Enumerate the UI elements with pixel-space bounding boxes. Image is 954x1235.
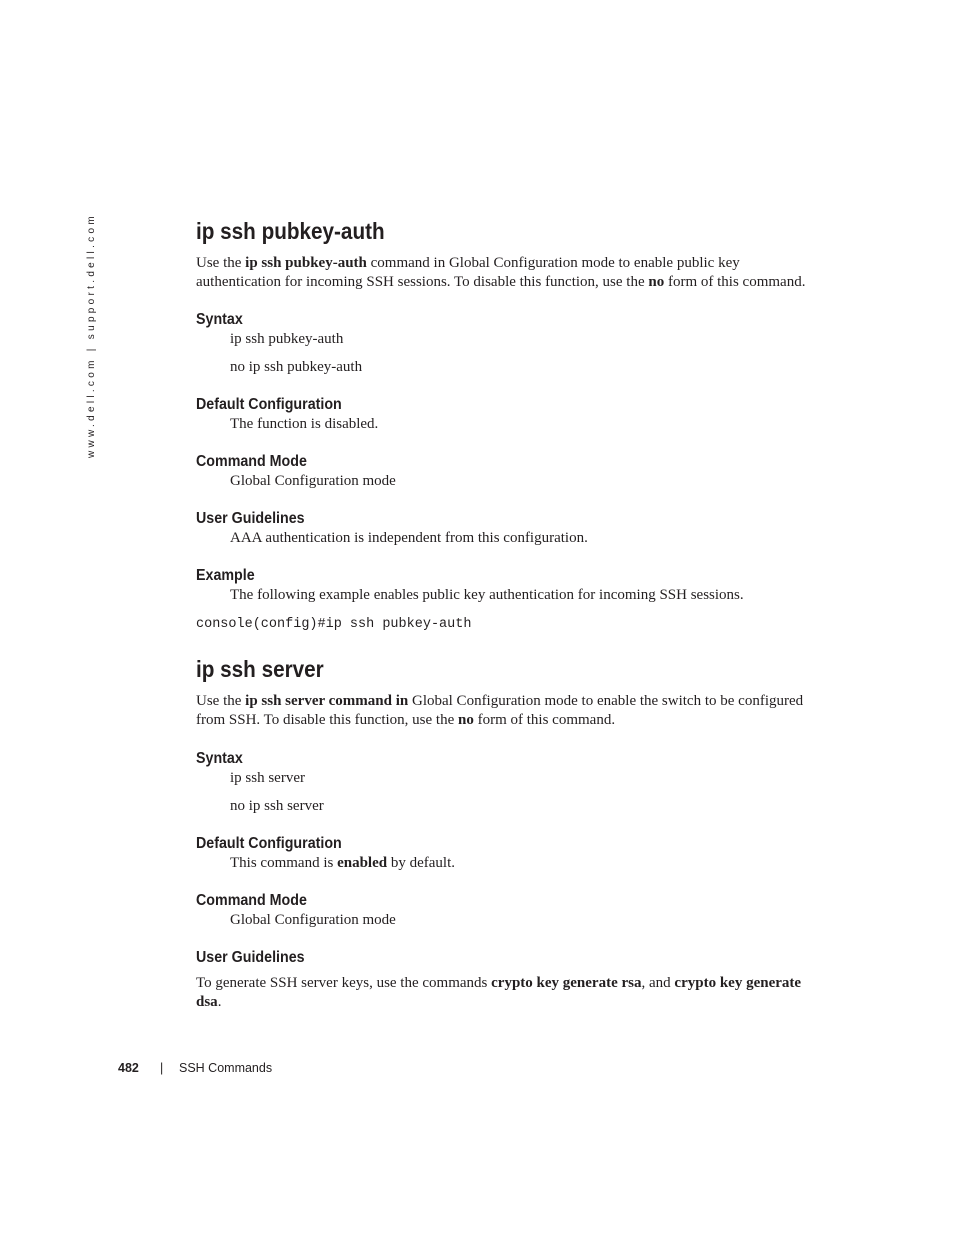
section-title-ssh-server: ip ssh server (196, 656, 324, 683)
example-block (196, 566, 811, 634)
user-guidelines-heading: User Guidelines (196, 948, 305, 966)
command-mode-heading: Command Mode (196, 453, 307, 471)
example-text: The following example enables public key authentication for incoming SSH sessions. (230, 587, 744, 604)
default-config-block (196, 834, 811, 873)
section-intro-pubkey-auth: Use the ip ssh pubkey-auth command in Global Configuration mode to enable public key authentication for incoming SSH sessions. To disable this function, use the no form of this command. (196, 255, 806, 290)
side-url-text: www.dell.com | support.dell.com (86, 213, 97, 458)
user-guidelines-text: To generate SSH server keys, use the commands crypto key generate rsa, and crypto key generate dsa. (196, 974, 802, 1010)
syntax-line: ip ssh pubkey-auth (230, 331, 344, 348)
default-config-block (196, 395, 811, 434)
command-mode-block (196, 891, 811, 930)
example-code: console(config)#ip ssh pubkey-auth (196, 617, 472, 633)
section-intro-ssh-server: Use the ip ssh server command in Global Configuration mode to enable the switch to be configured from SSH. To disable this function, use the no form of this command. (196, 693, 804, 729)
footer-separator: | (160, 1061, 164, 1075)
chapter-title: SSH Commands (179, 1061, 273, 1075)
command-mode-heading: Command Mode (196, 891, 307, 909)
command-mode-text: Global Configuration mode (230, 911, 396, 928)
page-content (196, 214, 811, 1011)
syntax-heading: Syntax (196, 311, 243, 329)
command-mode-block (196, 452, 811, 491)
syntax-heading: Syntax (196, 749, 243, 767)
user-guidelines-block (196, 509, 811, 548)
default-config-text: The function is disabled. (230, 416, 379, 433)
syntax-line: no ip ssh server (230, 797, 324, 814)
syntax-block (196, 749, 811, 816)
syntax-line: ip ssh server (230, 769, 305, 786)
user-guidelines-text: AAA authentication is independent from this configuration. (230, 530, 588, 547)
page-footer (118, 1061, 272, 1075)
syntax-line: no ip ssh pubkey-auth (230, 359, 363, 376)
default-config-text: This command is enabled by default. (230, 854, 455, 871)
user-guidelines-block (196, 948, 811, 1011)
default-config-heading: Default Configuration (196, 396, 342, 414)
command-mode-text: Global Configuration mode (230, 473, 396, 490)
user-guidelines-heading: User Guidelines (196, 510, 305, 528)
default-config-heading: Default Configuration (196, 834, 342, 852)
section-title-pubkey-auth: ip ssh pubkey-auth (196, 218, 385, 244)
page-number: 482 (118, 1061, 139, 1075)
example-heading: Example (196, 567, 255, 585)
syntax-block (196, 310, 811, 377)
